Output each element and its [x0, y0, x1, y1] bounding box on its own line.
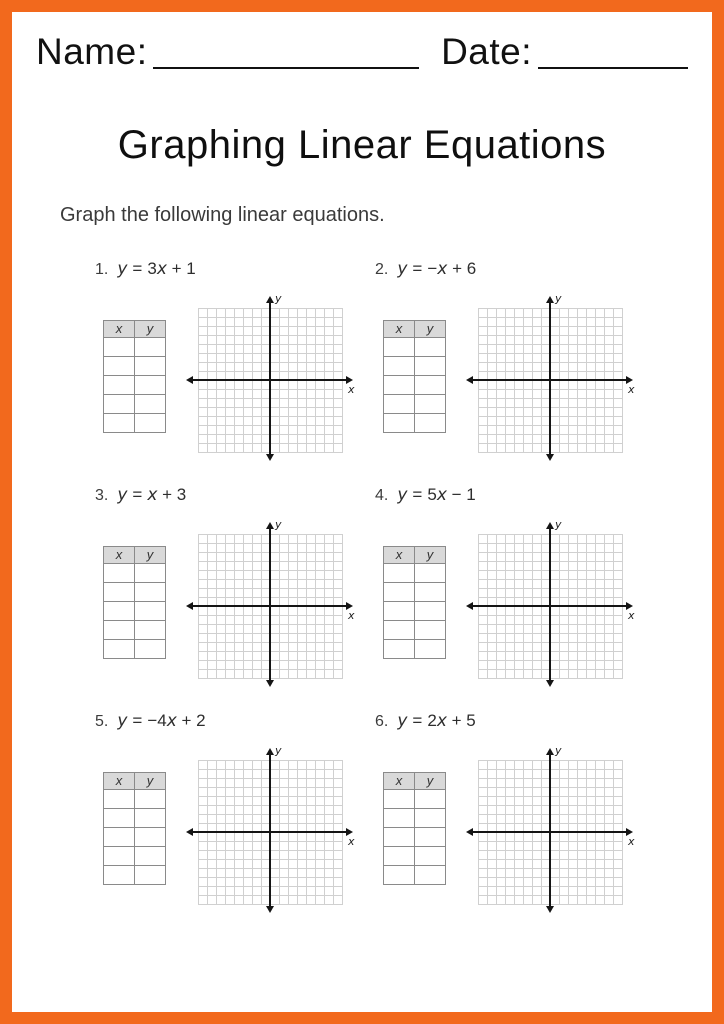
- table-cell-y[interactable]: [135, 356, 166, 375]
- work-area: [95, 291, 375, 462]
- table-header-row: [104, 772, 166, 789]
- equation: [397, 485, 475, 505]
- table-cell-y[interactable]: [415, 375, 446, 394]
- y-axis-label: y: [555, 291, 562, 305]
- problem-number: 5.: [95, 712, 109, 730]
- table-cell-y[interactable]: [415, 639, 446, 658]
- y-axis-down-arrowhead-icon: [266, 680, 274, 687]
- coordinate-graph[interactable]: [467, 291, 637, 462]
- equation: [397, 259, 476, 279]
- table-cell-y[interactable]: [415, 601, 446, 620]
- y-axis-label: y: [555, 743, 562, 757]
- table-cell-y[interactable]: [135, 413, 166, 432]
- table-row: [104, 375, 166, 394]
- equation-lhs: y: [397, 258, 408, 279]
- table-row: [104, 413, 166, 432]
- equation-lhs: y: [397, 710, 408, 731]
- table-cell-x[interactable]: [384, 563, 415, 582]
- x-axis-label: x: [348, 608, 355, 622]
- y-axis: [269, 302, 271, 456]
- equals-sign: =: [412, 484, 423, 504]
- table-header-y: y: [415, 546, 446, 563]
- x-axis-left-arrowhead-icon: [466, 828, 473, 836]
- equation-lhs: y: [397, 484, 408, 505]
- equation-variable: x: [156, 258, 167, 279]
- problem-block-5: [95, 711, 375, 914]
- y-axis-up-arrowhead-icon: [266, 296, 274, 303]
- table-row: [384, 337, 446, 356]
- x-axis-left-arrowhead-icon: [466, 602, 473, 610]
- page-title: Graphing Linear Equations: [117, 122, 607, 167]
- equation-lhs: y: [117, 484, 128, 505]
- table-row: [104, 639, 166, 658]
- table-cell-x[interactable]: [104, 394, 135, 413]
- table-cell-x[interactable]: [104, 846, 135, 865]
- date-label: Date:: [441, 31, 532, 72]
- table-cell-x[interactable]: [104, 789, 135, 808]
- table-row: [104, 620, 166, 639]
- table-row: [104, 356, 166, 375]
- table-row: [384, 620, 446, 639]
- table-cell-x[interactable]: [384, 601, 415, 620]
- equation-variable: x: [436, 484, 447, 505]
- y-axis: [269, 754, 271, 908]
- equation-constant: + 1: [166, 258, 196, 278]
- coordinate-graph[interactable]: [187, 517, 357, 688]
- x-axis-left-arrowhead-icon: [186, 602, 193, 610]
- x-axis-label: x: [628, 608, 635, 622]
- table-row: [104, 582, 166, 601]
- instruction-text: Graph the following linear equations.: [60, 203, 385, 226]
- table-header-x: x: [384, 320, 415, 337]
- problems-grid: [12, 259, 712, 937]
- equals-sign: =: [132, 258, 143, 278]
- table-cell-y[interactable]: [415, 789, 446, 808]
- y-axis-label: y: [275, 291, 282, 305]
- y-axis-label: y: [275, 743, 282, 757]
- table-cell-y[interactable]: [415, 356, 446, 375]
- x-axis-left-arrowhead-icon: [466, 376, 473, 384]
- table-cell-x[interactable]: [104, 582, 135, 601]
- work-area: [95, 743, 375, 914]
- y-axis-down-arrowhead-icon: [546, 906, 554, 913]
- table-cell-x[interactable]: [384, 639, 415, 658]
- table-cell-x[interactable]: [384, 865, 415, 884]
- table-row: [104, 827, 166, 846]
- xy-table: [383, 320, 446, 433]
- table-cell-x[interactable]: [104, 337, 135, 356]
- table-cell-x[interactable]: [384, 620, 415, 639]
- date-blank-line[interactable]: [538, 59, 688, 69]
- table-cell-x[interactable]: [104, 639, 135, 658]
- y-axis-up-arrowhead-icon: [266, 522, 274, 529]
- problem-block-3: [95, 485, 375, 688]
- x-axis-left-arrowhead-icon: [186, 376, 193, 384]
- y-axis: [549, 302, 551, 456]
- table-cell-y[interactable]: [415, 563, 446, 582]
- name-blank-line[interactable]: [153, 59, 419, 69]
- xy-table: [103, 546, 166, 659]
- problem-number: 3.: [95, 486, 109, 504]
- table-cell-y[interactable]: [135, 337, 166, 356]
- table-header-x: x: [384, 546, 415, 563]
- table-cell-y[interactable]: [135, 865, 166, 884]
- table-cell-x[interactable]: [104, 827, 135, 846]
- equals-sign: =: [412, 258, 423, 278]
- table-cell-y[interactable]: [135, 582, 166, 601]
- equals-sign: =: [412, 710, 423, 730]
- x-axis-label: x: [348, 834, 355, 848]
- table-cell-y[interactable]: [135, 639, 166, 658]
- problem-block-2: [375, 259, 655, 462]
- coordinate-graph[interactable]: [467, 743, 637, 914]
- equation-coefficient: 5: [427, 484, 437, 504]
- table-cell-x[interactable]: [384, 375, 415, 394]
- table-row: [384, 394, 446, 413]
- table-cell-y[interactable]: [135, 601, 166, 620]
- coordinate-graph[interactable]: [187, 291, 357, 462]
- equation-coefficient: 2: [427, 710, 437, 730]
- equation-variable: x: [166, 710, 177, 731]
- y-axis-up-arrowhead-icon: [546, 522, 554, 529]
- xy-table-body: [384, 772, 446, 884]
- table-cell-y[interactable]: [135, 789, 166, 808]
- problem-number: 4.: [375, 486, 389, 504]
- equation-lhs: y: [117, 258, 128, 279]
- work-area: [375, 291, 655, 462]
- table-header-x: x: [384, 772, 415, 789]
- table-header-row: [104, 546, 166, 563]
- table-cell-y[interactable]: [135, 375, 166, 394]
- equation-line: [95, 711, 375, 733]
- y-axis-down-arrowhead-icon: [266, 454, 274, 461]
- table-cell-x[interactable]: [384, 808, 415, 827]
- y-axis-down-arrowhead-icon: [546, 680, 554, 687]
- name-label: Name:: [36, 31, 148, 72]
- table-cell-y[interactable]: [415, 846, 446, 865]
- table-header-y: y: [135, 320, 166, 337]
- table-row: [384, 639, 446, 658]
- equation-variable: x: [147, 484, 158, 505]
- problem-block-4: [375, 485, 655, 688]
- table-row: [104, 601, 166, 620]
- table-cell-x[interactable]: [104, 620, 135, 639]
- work-area: [95, 517, 375, 688]
- equation-variable: x: [437, 258, 448, 279]
- equation-line: [375, 259, 655, 281]
- equation-line: [95, 259, 375, 281]
- table-cell-y[interactable]: [135, 394, 166, 413]
- table-cell-x[interactable]: [384, 582, 415, 601]
- table-row: [384, 827, 446, 846]
- x-axis-label: x: [348, 382, 355, 396]
- table-cell-y[interactable]: [415, 827, 446, 846]
- table-row: [104, 808, 166, 827]
- work-area: [375, 517, 655, 688]
- coordinate-graph[interactable]: [467, 517, 637, 688]
- xy-table: [103, 320, 166, 433]
- table-cell-x[interactable]: [384, 356, 415, 375]
- table-row: [104, 865, 166, 884]
- equation-line: [95, 485, 375, 507]
- table-header-x: x: [104, 546, 135, 563]
- xy-table-body: [104, 320, 166, 432]
- table-row: [384, 601, 446, 620]
- x-axis-label: x: [628, 834, 635, 848]
- table-cell-x[interactable]: [384, 337, 415, 356]
- table-row: [104, 563, 166, 582]
- table-cell-x[interactable]: [384, 827, 415, 846]
- x-axis-label: x: [628, 382, 635, 396]
- table-row: [384, 789, 446, 808]
- equation-constant: + 3: [157, 484, 187, 504]
- table-cell-x[interactable]: [104, 375, 135, 394]
- table-header-row: [104, 320, 166, 337]
- coordinate-graph[interactable]: [187, 743, 357, 914]
- xy-table: [103, 772, 166, 885]
- equation-coefficient: −4: [147, 710, 167, 730]
- table-header-y: y: [415, 772, 446, 789]
- equation-coefficient: −: [427, 258, 438, 278]
- table-row: [104, 394, 166, 413]
- table-cell-y[interactable]: [415, 865, 446, 884]
- table-header-y: y: [415, 320, 446, 337]
- equals-sign: =: [132, 484, 143, 504]
- xy-table-body: [104, 772, 166, 884]
- problem-number: 2.: [375, 260, 389, 278]
- y-axis-label: y: [275, 517, 282, 531]
- table-cell-y[interactable]: [415, 394, 446, 413]
- xy-table: [383, 546, 446, 659]
- table-row: [104, 789, 166, 808]
- table-cell-x[interactable]: [104, 356, 135, 375]
- y-axis-up-arrowhead-icon: [546, 296, 554, 303]
- equation-coefficient: 3: [147, 258, 157, 278]
- table-cell-y[interactable]: [135, 808, 166, 827]
- table-cell-y[interactable]: [135, 846, 166, 865]
- equation-line: [375, 485, 655, 507]
- table-row: [384, 356, 446, 375]
- table-header-row: [384, 772, 446, 789]
- table-cell-y[interactable]: [135, 827, 166, 846]
- equation-variable: x: [436, 710, 447, 731]
- equals-sign: =: [132, 710, 143, 730]
- y-axis-down-arrowhead-icon: [266, 906, 274, 913]
- table-cell-x[interactable]: [384, 846, 415, 865]
- table-header-y: y: [135, 546, 166, 563]
- table-row: [104, 846, 166, 865]
- table-cell-x[interactable]: [104, 413, 135, 432]
- y-axis-up-arrowhead-icon: [546, 748, 554, 755]
- y-axis-down-arrowhead-icon: [546, 454, 554, 461]
- problem-block-6: [375, 711, 655, 914]
- xy-table-body: [104, 546, 166, 658]
- equation-lhs: y: [117, 710, 128, 731]
- x-axis-left-arrowhead-icon: [186, 828, 193, 836]
- equation: [397, 711, 475, 731]
- table-cell-y[interactable]: [415, 582, 446, 601]
- table-row: [384, 865, 446, 884]
- table-cell-x[interactable]: [104, 865, 135, 884]
- table-row: [104, 337, 166, 356]
- table-header-row: [384, 320, 446, 337]
- equation-constant: − 1: [446, 484, 476, 504]
- table-row: [384, 582, 446, 601]
- table-header-y: y: [135, 772, 166, 789]
- table-cell-x[interactable]: [104, 563, 135, 582]
- table-row: [384, 563, 446, 582]
- table-header-x: x: [104, 320, 135, 337]
- y-axis-up-arrowhead-icon: [266, 748, 274, 755]
- table-row: [384, 846, 446, 865]
- table-header-row: [384, 546, 446, 563]
- table-cell-x[interactable]: [384, 789, 415, 808]
- table-row: [384, 375, 446, 394]
- y-axis: [269, 528, 271, 682]
- table-header-x: x: [104, 772, 135, 789]
- equation: [117, 259, 195, 279]
- table-row: [384, 413, 446, 432]
- equation: [117, 711, 205, 731]
- table-row: [384, 808, 446, 827]
- table-cell-y[interactable]: [135, 620, 166, 639]
- y-axis: [549, 754, 551, 908]
- table-cell-y[interactable]: [415, 413, 446, 432]
- problem-number: 1.: [95, 260, 109, 278]
- xy-table: [383, 772, 446, 885]
- y-axis: [549, 528, 551, 682]
- problem-number: 6.: [375, 712, 389, 730]
- y-axis-label: y: [555, 517, 562, 531]
- table-cell-y[interactable]: [415, 808, 446, 827]
- work-area: [375, 743, 655, 914]
- name-date-row: [36, 32, 688, 73]
- equation-constant: + 5: [446, 710, 476, 730]
- table-cell-x[interactable]: [104, 601, 135, 620]
- problem-block-1: [95, 259, 375, 462]
- xy-table-body: [384, 320, 446, 432]
- table-cell-x[interactable]: [384, 394, 415, 413]
- equation: [117, 485, 186, 505]
- table-cell-x[interactable]: [104, 808, 135, 827]
- table-cell-y[interactable]: [415, 620, 446, 639]
- equation-constant: + 6: [447, 258, 477, 278]
- table-cell-x[interactable]: [384, 413, 415, 432]
- equation-line: [375, 711, 655, 733]
- table-cell-y[interactable]: [135, 563, 166, 582]
- xy-table-body: [384, 546, 446, 658]
- table-cell-y[interactable]: [415, 337, 446, 356]
- equation-constant: + 2: [176, 710, 206, 730]
